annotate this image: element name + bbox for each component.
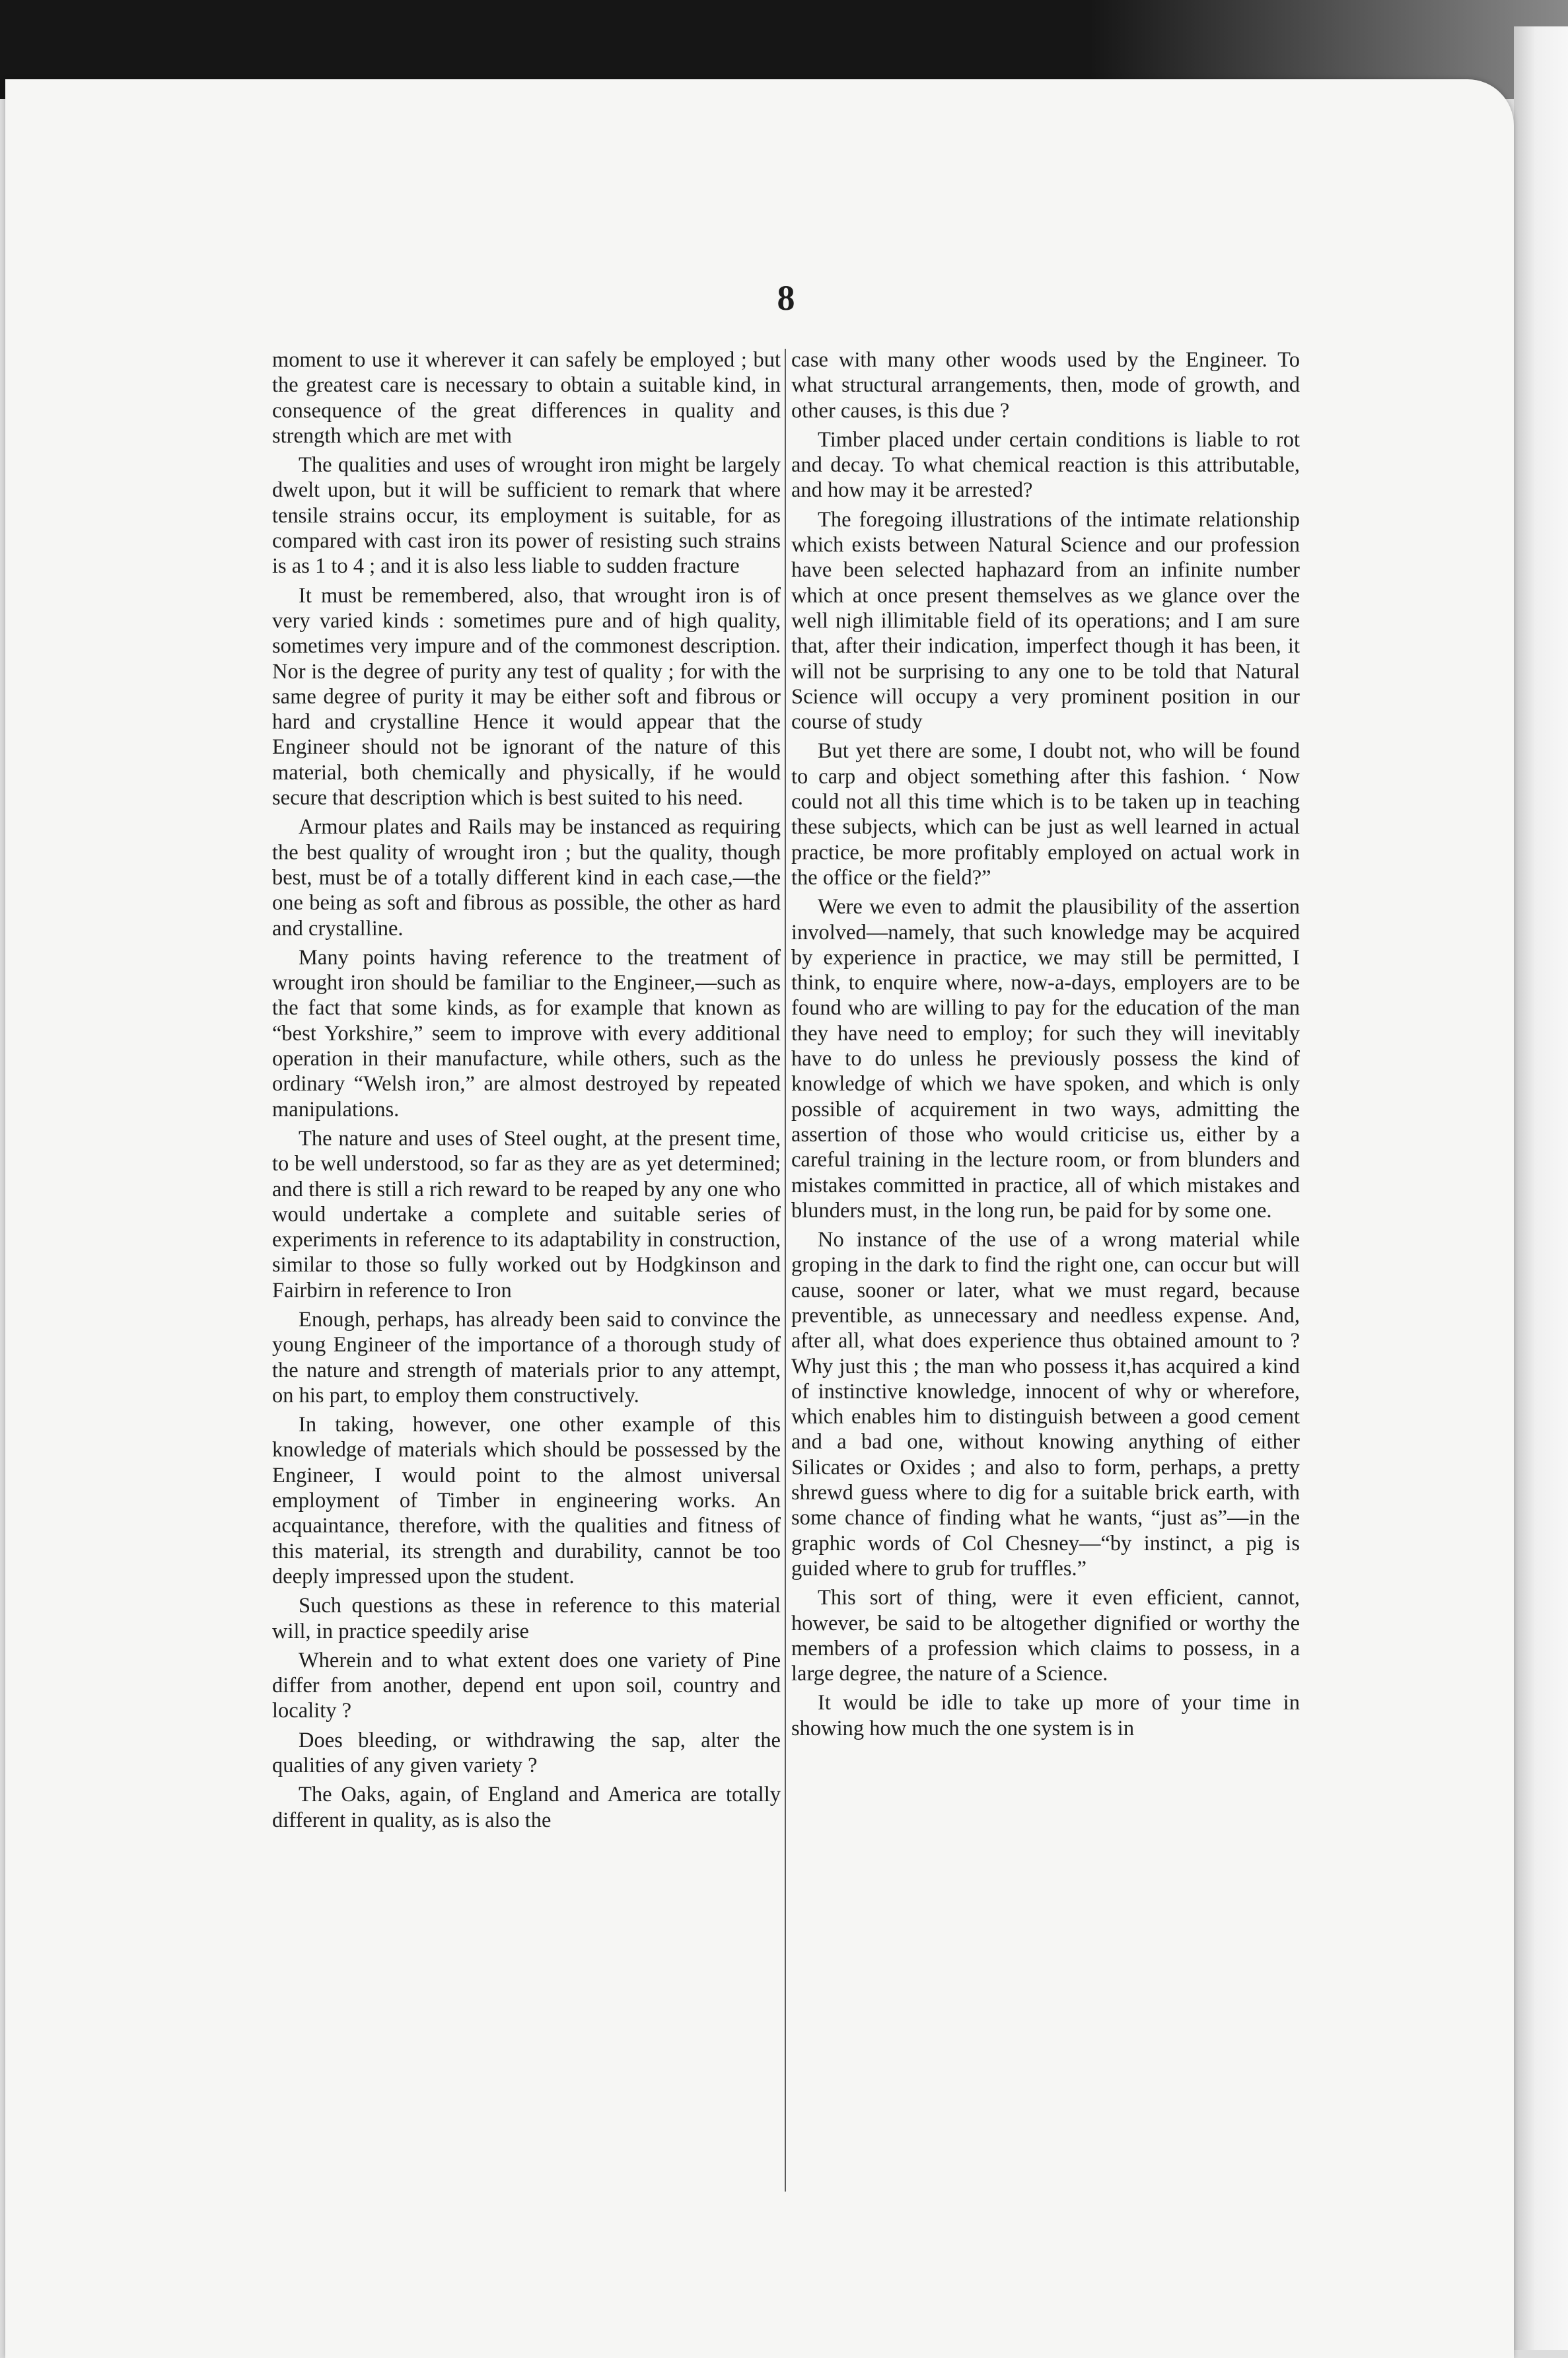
column-divider <box>785 349 786 2192</box>
paragraph: But yet there are some, I doubt not, who will be found to carp and object something after this fashion. ‘ Now could not all this time which is to be taken up in teaching these subjects, which can be just as well learned in actual practice, be more profitably employed on actual work in the office or the field?” <box>791 739 1300 890</box>
paragraph: Does bleeding, or withdrawing the sap, alter the qualities of any given variety ? <box>272 1728 781 1778</box>
paragraph: The qualities and uses of wrought iron might be largely dwelt upon, but it will be sufficient to remark that where tensile strains occur, its employment is suitable, for as compared with cast iron its power of resisting such strains is as 1 to 4 ; and it is also less liable to sudden fracture <box>272 453 781 579</box>
paragraph: Were we even to admit the plausibility of the assertion involved—namely, that such knowledge may be acquired by experience in practice, we may still be permitted, I think, to enquire where, now-a-days, employers are to be found who are willing to pay for the education of the man they have need to employ; for such they will inevitably have to do unless he previously possess the kind of knowledge of which we have spoken, and which is only possible of acquirement in two ways, admitting the assertion of those who would criticise us, either by a careful training in the lecture room, or from blunders and mistakes committed in practice, all of which mistakes and blunders must, in the long run, be paid for by some one. <box>791 895 1300 1223</box>
paragraph: This sort of thing, were it even efficient, cannot, however, be said to be altogether dignified or worthy the members of a profession which claims to possess, in a large degree, the nature of a Science. <box>791 1586 1300 1686</box>
paragraph: Timber placed under certain conditions is liable to rot and decay. To what chemical reaction is this attributable, and how may it be arrested? <box>791 427 1300 503</box>
paragraph: Wherein and to what extent does one variety of Pine differ from another, depend ent upon soil, country and locality ? <box>272 1648 781 1723</box>
paragraph: The Oaks, again, of England and America are totally different in quality, as is also the <box>272 1783 781 1832</box>
right-column <box>791 347 1300 2190</box>
paragraph: moment to use it wherever it can safely be employed ; but the greatest care is necessary to obtain a suitable kind, in consequence of the great differences in quality and strength which are met with <box>272 348 781 448</box>
paragraph: It must be remembered, also, that wrought iron is of very varied kinds : sometimes pure and of high quality, sometimes very impure and of the commonest description. Nor is the degree of purity any test of quality ; for with the same degree of purity it may be either soft and fibrous or hard and crystalline Hence it would appear that the Engineer should not be ignorant of the nature of this material, both chemically and physically, if he would secure that description which is best suited to his need. <box>272 583 781 810</box>
page-number: 8 <box>777 278 795 318</box>
paragraph: It would be idle to take up more of your time in showing how much the one system is in <box>791 1691 1300 1740</box>
scan-right-edge <box>1514 26 1568 2350</box>
paragraph: No instance of the use of a wrong material while groping in the dark to find the right one, can occur but will cause, sooner or later, what we must regard, because preventible, as unnecessary and needless expense. And, after all, what does experience thus obtained amount to ? Why just this ; the man who possess it,has acquired a kind of instinctive knowledge, innocent of why or wherefore, which enables him to distinguish between a good cement and a bad one, without knowing anything of either Silicates or Oxides ; and also to form, perhaps, a pretty shrewd guess where to dig for a suitable brick earth, with some chance of finding what he wants, “just as”—in the graphic words of Col Chesney—“by instinct, a pig is guided where to grub for truffles.” <box>791 1228 1300 1581</box>
paragraph: The nature and uses of Steel ought, at the present time, to be well understood, so far as they are as yet determined; and there is still a rich reward to be reaped by any one who would undertake a complete and suitable series of experiments in reference to its adaptability in construction, similar to those so fully worked out by Hodgkinson and Fairbirn in reference to Iron <box>272 1126 781 1303</box>
paragraph: Many points having reference to the treatment of wrought iron should be familiar to the Engineer,—such as the fact that some kinds, as for example that known as “best Yorkshire,” seem to improve with every additional operation in their manufacture, while others, such as the ordinary “Welsh iron,” are almost destroyed by repeated manipulations. <box>272 945 781 1122</box>
paragraph: The foregoing illustrations of the intimate relationship which exists between Natural Science and our profession have been selected haphazard from an infinite number which at once present themselves as we glance over the well nigh illimitable field of its operations; and I am sure that, after their indication, imperfect though it has been, it will not be surprising to any one to be told that Natural Science will occupy a very prominent position in our course of study <box>791 507 1300 734</box>
paragraph: Enough, perhaps, has already been said to convince the young Engineer of the importance of a thorough study of the nature and strength of materials prior to any attempt, on his part, to employ them constructively. <box>272 1307 781 1408</box>
paragraph: case with many other woods used by the Engineer. To what structural arrangements, then, mode of growth, and other causes, is this due ? <box>791 348 1300 423</box>
paragraph: Such questions as these in reference to this material will, in practice speedily arise <box>272 1594 781 1643</box>
left-column <box>272 347 781 2190</box>
paragraph: Armour plates and Rails may be instanced as requiring the best quality of wrought iron ; but the quality, though best, must be of a totally different kind in each case,—the one being as soft and fibrous as possible, the other as hard and crystalline. <box>272 815 781 941</box>
paragraph: In taking, however, one other example of this knowledge of materials which should be possessed by the Engineer, I would point to the almost universal employment of Timber in engineering works. An acquaintance, therefore, with the qualities and fitness of this material, its strength and durability, cannot be too deeply impressed upon the student. <box>272 1413 781 1589</box>
